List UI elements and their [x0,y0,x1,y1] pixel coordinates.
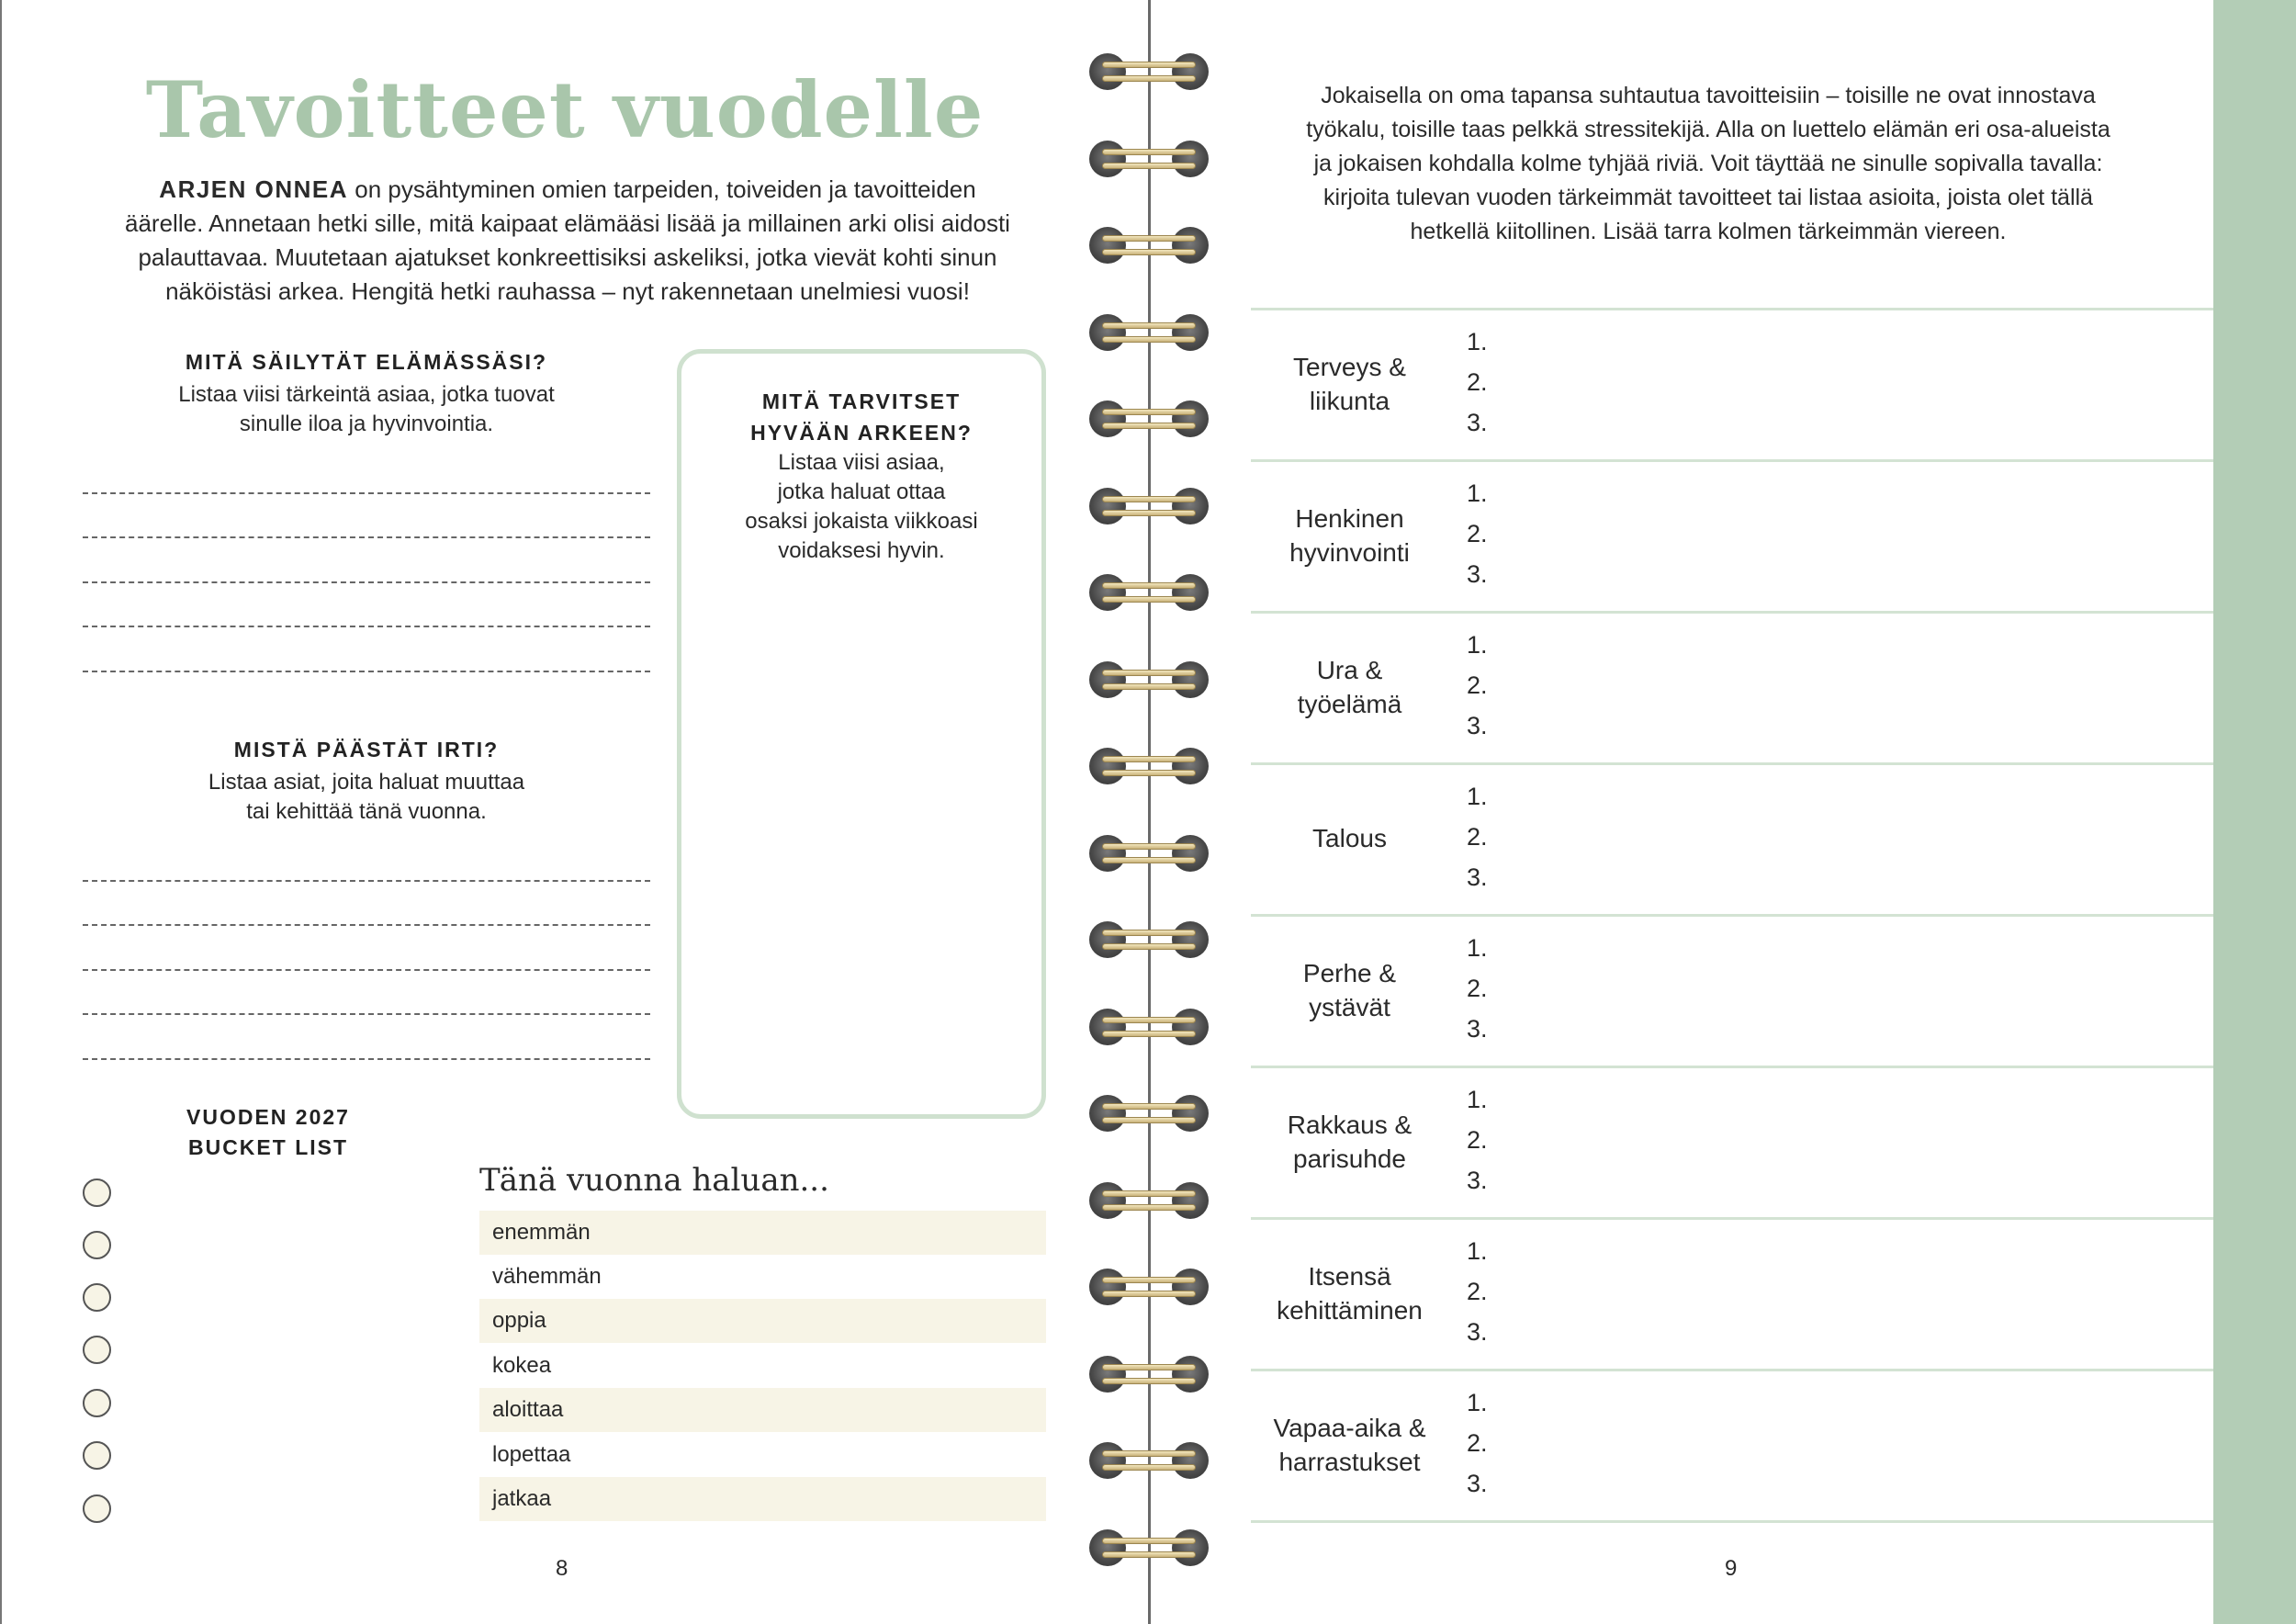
wire-loop [1102,1277,1196,1283]
wire-loop [1102,149,1196,155]
wire-loop [1102,62,1196,68]
spiral-ring [1089,53,1209,90]
bucket-checkbox[interactable] [83,1283,111,1312]
goal-category-line: kehittäminen [1277,1296,1423,1325]
binding-hole [1089,1009,1126,1045]
wire-loop [1102,423,1196,429]
binding-hole [1089,1095,1126,1132]
want-row-lopettaa[interactable]: lopettaa [492,1442,571,1467]
goal-number[interactable]: 2. [1467,975,1488,1002]
needs-heading-line: HYVÄÄN ARKEEN? [750,421,973,445]
wire-loop [1102,596,1196,603]
spiral-ring [1089,574,1209,611]
page-edge [0,0,2,1624]
binding-hole [1172,921,1209,958]
goal-category-line: työelämä [1297,690,1402,718]
binding-hole [1172,1095,1209,1132]
want-title: Tänä vuonna haluan... [479,1162,829,1199]
binding-hole [1172,400,1209,437]
spiral-ring [1089,400,1209,437]
wire-loop [1102,1378,1196,1384]
write-line[interactable] [83,1058,650,1060]
let-go-sub-line: tai kehittää tänä vuonna. [246,799,487,824]
goal-category-label [1251,653,1448,721]
write-line[interactable] [83,969,650,971]
spiral-ring [1089,921,1209,958]
spiral-ring [1089,1095,1209,1132]
wire-loop [1102,409,1196,415]
goal-number[interactable]: 2. [1467,823,1488,851]
wire-loop [1102,670,1196,676]
spiral-ring [1089,227,1209,264]
right-intro-line: hetkellä kiitollinen. Lisää tarra kolmen tärkeimmän viereen. [1410,219,2007,244]
wire-loop [1102,770,1196,776]
intro-bold: ARJEN ONNEA [159,175,349,203]
bucket-checkbox[interactable] [83,1179,111,1207]
binding-hole [1089,921,1126,958]
spiral-ring [1089,1182,1209,1219]
goal-category-label [1251,1259,1448,1327]
binding-hole [1089,488,1126,524]
binding-hole [1089,1356,1126,1393]
goal-number[interactable]: 2. [1467,1429,1488,1457]
goal-category-label [1251,350,1448,418]
goal-divider [1251,1066,2213,1068]
binding-hole [1172,141,1209,177]
goal-category-line: Talous [1312,824,1387,852]
binding-hole [1172,227,1209,264]
intro-line: näköistäsi arkea. Hengitä hetki rauhassa – nyt rakennetaan unelmiesi vuosi! [165,277,970,305]
binding-hole [1089,227,1126,264]
binding-hole [1172,1442,1209,1479]
write-line[interactable] [83,492,650,494]
needs-sub-line: osaksi jokaista viikkoasi [745,509,978,534]
write-line[interactable] [83,626,650,627]
wire-loop [1102,1450,1196,1457]
binding-hole [1172,53,1209,90]
goal-number[interactable]: 3. [1467,560,1488,588]
page-number-left: 8 [556,1556,568,1581]
spiral-ring [1089,661,1209,698]
wire-loop [1102,249,1196,255]
binding-hole [1089,661,1126,698]
binding-hole [1089,1269,1126,1305]
keep-subtitle [83,380,650,439]
wire-loop [1102,496,1196,502]
write-line[interactable] [83,1013,650,1015]
spiral-ring [1089,314,1209,351]
goal-number[interactable]: 1. [1467,1086,1488,1113]
goal-number[interactable]: 3. [1467,1167,1488,1194]
wire-loop [1102,1190,1196,1197]
binding-hole [1089,314,1126,351]
binding-hole [1089,748,1126,784]
wire-loop [1102,322,1196,329]
goal-number[interactable]: 3. [1467,409,1488,436]
goal-category-label [1251,1411,1448,1479]
wire-loop [1102,163,1196,169]
right-intro-paragraph [1249,79,2167,249]
keep-sub-line: Listaa viisi tärkeintä asiaa, jotka tuovat [178,382,555,407]
goal-category-line: Terveys & [1293,353,1406,381]
wire-loop [1102,1538,1196,1544]
bucket-checkbox[interactable] [83,1389,111,1417]
binding-hole [1089,400,1126,437]
goal-divider [1251,914,2213,917]
intro-line: palauttavaa. Muutetaan ajatukset konkreettisiksi askeliksi, jotka vievät kohti sinun [138,243,997,271]
want-row-kokea[interactable]: kokea [492,1353,552,1378]
binding-hole [1172,488,1209,524]
spiral-ring [1089,1529,1209,1566]
needs-heading [695,386,1028,448]
goal-category-line: Ura & [1316,656,1383,684]
goal-number[interactable]: 3. [1467,712,1488,739]
goal-category-line: liikunta [1309,387,1390,415]
let-go-heading: MISTÄ PÄÄSTÄT IRTI? [233,738,500,761]
spiral-ring [1089,835,1209,872]
goal-divider [1251,1520,2213,1523]
goal-number[interactable]: 3. [1467,1470,1488,1497]
keep-sub-line: sinulle iloa ja hyvinvointia. [239,412,494,436]
wire-loop [1102,582,1196,589]
goal-number[interactable]: 1. [1467,631,1488,659]
binding-hole [1089,835,1126,872]
bucket-heading-line: BUCKET LIST [187,1135,349,1159]
wire-loop [1102,843,1196,850]
goal-number[interactable]: 1. [1467,934,1488,962]
write-line[interactable] [83,671,650,672]
binding-hole [1089,574,1126,611]
bucket-checkbox[interactable] [83,1231,111,1259]
want-row-jatkaa[interactable]: jatkaa [479,1477,1046,1521]
binding-hole [1172,1269,1209,1305]
wire-loop [1102,1031,1196,1037]
needs-heading-line: MITÄ TARVITSET [761,389,962,413]
want-row-aloittaa[interactable]: aloittaa [479,1388,1046,1432]
spiral-ring [1089,1269,1209,1305]
wire-loop [1102,1117,1196,1123]
goal-category-line: Rakkaus & [1287,1111,1412,1139]
goal-number[interactable]: 2. [1467,1278,1488,1305]
bucket-checkbox[interactable] [83,1441,111,1470]
intro-line: äärelle. Annetaan hetki sille, mitä kaipaat elämääsi lisää ja millainen arki olisi aidosti [125,209,1010,237]
goal-number[interactable]: 2. [1467,1126,1488,1154]
wire-loop [1102,857,1196,863]
goal-number[interactable]: 1. [1467,1237,1488,1265]
right-intro-line: työkalu, toisille taas pelkkä stressitekijä. Alla on luettelo elämän eri osa-alueista [1306,117,2110,142]
spiral-ring [1089,1009,1209,1045]
binding-hole [1172,1009,1209,1045]
wire-loop [1102,756,1196,762]
goal-category-label [1251,821,1448,855]
goal-category-label [1251,956,1448,1024]
wire-loop [1102,510,1196,516]
goal-category-label [1251,502,1448,570]
wire-loop [1102,930,1196,936]
wire-loop [1102,683,1196,690]
wire-loop [1102,235,1196,242]
binding-hole [1089,1442,1126,1479]
goal-category-line: Itsensä [1308,1262,1391,1291]
right-edge-band [2213,0,2296,1624]
goal-number[interactable]: 2. [1467,671,1488,699]
binding-hole [1172,661,1209,698]
bucket-heading-line: VUODEN 2027 [186,1105,350,1129]
write-line[interactable] [83,536,650,538]
binding-hole [1172,1529,1209,1566]
binding-hole [1172,1356,1209,1393]
goal-category-label [1251,1108,1448,1176]
binding-hole [1172,835,1209,872]
spiral-ring [1089,1356,1209,1393]
goal-category-line: Perhe & [1302,959,1397,987]
goal-category-line: harrastukset [1278,1448,1421,1476]
goal-category-line: parisuhde [1293,1145,1406,1173]
binding-hole [1089,1529,1126,1566]
wire-loop [1102,1291,1196,1297]
wire-loop [1102,1204,1196,1211]
needs-sub-line: jotka haluat ottaa [777,479,946,504]
binding-hole [1089,1182,1126,1219]
goal-category-line: Henkinen [1295,504,1404,533]
want-row-enemman[interactable]: enemmän [479,1211,1046,1255]
goal-number[interactable]: 1. [1467,783,1488,810]
binding-hole [1172,1182,1209,1219]
bucket-checkbox[interactable] [83,1494,111,1523]
goal-divider [1251,1217,2213,1220]
goal-number[interactable]: 3. [1467,1015,1488,1043]
goal-category-line: Vapaa-aika & [1273,1414,1426,1442]
binding-hole [1089,53,1126,90]
spiral-ring [1089,488,1209,524]
goal-category-line: ystävät [1309,993,1390,1021]
wire-loop [1102,943,1196,950]
write-line[interactable] [83,581,650,583]
goal-divider [1251,459,2213,462]
wire-loop [1102,75,1196,82]
intro-paragraph [81,173,1054,309]
goal-divider [1251,762,2213,765]
goal-number[interactable]: 3. [1467,1318,1488,1346]
keep-heading: MITÄ SÄILYTÄT ELÄMÄSSÄSI? [185,350,548,374]
spiral-ring [1089,1442,1209,1479]
goal-divider [1251,308,2213,310]
intro-line: on pysähtyminen omien tarpeiden, toiveiden ja tavoitteiden [348,175,976,203]
wire-loop [1102,1364,1196,1370]
let-go-sub-line: Listaa asiat, joita haluat muuttaa [208,770,525,795]
write-line[interactable] [83,924,650,926]
wire-loop [1102,1464,1196,1471]
bucket-list-heading [140,1102,397,1163]
goal-divider [1251,611,2213,614]
goal-number[interactable]: 2. [1467,520,1488,547]
goal-number[interactable]: 1. [1467,479,1488,507]
binding-hole [1172,748,1209,784]
page-title: Tavoitteet vuodelle [145,64,985,155]
right-intro-line: ja jokaisen kohdalla kolme tyhjää riviä. Voit täyttää ne sinulle sopivalla tavalla: [1313,151,2103,176]
write-line[interactable] [83,880,650,882]
page-number-right: 9 [1725,1556,1738,1581]
bucket-checkbox[interactable] [83,1336,111,1364]
goal-number[interactable]: 1. [1467,328,1488,355]
needs-sub-line: voidaksesi hyvin. [778,538,945,563]
goal-category-line: hyvinvointi [1289,538,1410,567]
right-intro-line: Jokaisella on oma tapansa suhtautua tavoitteisiin – toisille ne ovat innostava [1321,83,2096,108]
binding-hole [1172,574,1209,611]
want-row-oppia[interactable]: oppia [479,1299,1046,1343]
right-intro-line: kirjoita tulevan vuoden tärkeimmät tavoitteet tai listaa asioita, joista olet tällä [1323,185,2093,210]
binding-hole [1089,141,1126,177]
let-go-subtitle [83,768,650,827]
needs-sub-line: Listaa viisi asiaa, [778,450,945,475]
wire-loop [1102,1103,1196,1110]
wire-loop [1102,1551,1196,1558]
binding-hole [1172,314,1209,351]
needs-subtitle [695,448,1028,566]
goal-number[interactable]: 3. [1467,863,1488,891]
goal-divider [1251,1369,2213,1371]
want-row-vahemman[interactable]: vähemmän [492,1264,602,1289]
spiral-ring [1089,748,1209,784]
spiral-ring [1089,141,1209,177]
goal-number[interactable]: 1. [1467,1389,1488,1416]
wire-loop [1102,1017,1196,1023]
wire-loop [1102,336,1196,343]
goal-number[interactable]: 2. [1467,368,1488,396]
